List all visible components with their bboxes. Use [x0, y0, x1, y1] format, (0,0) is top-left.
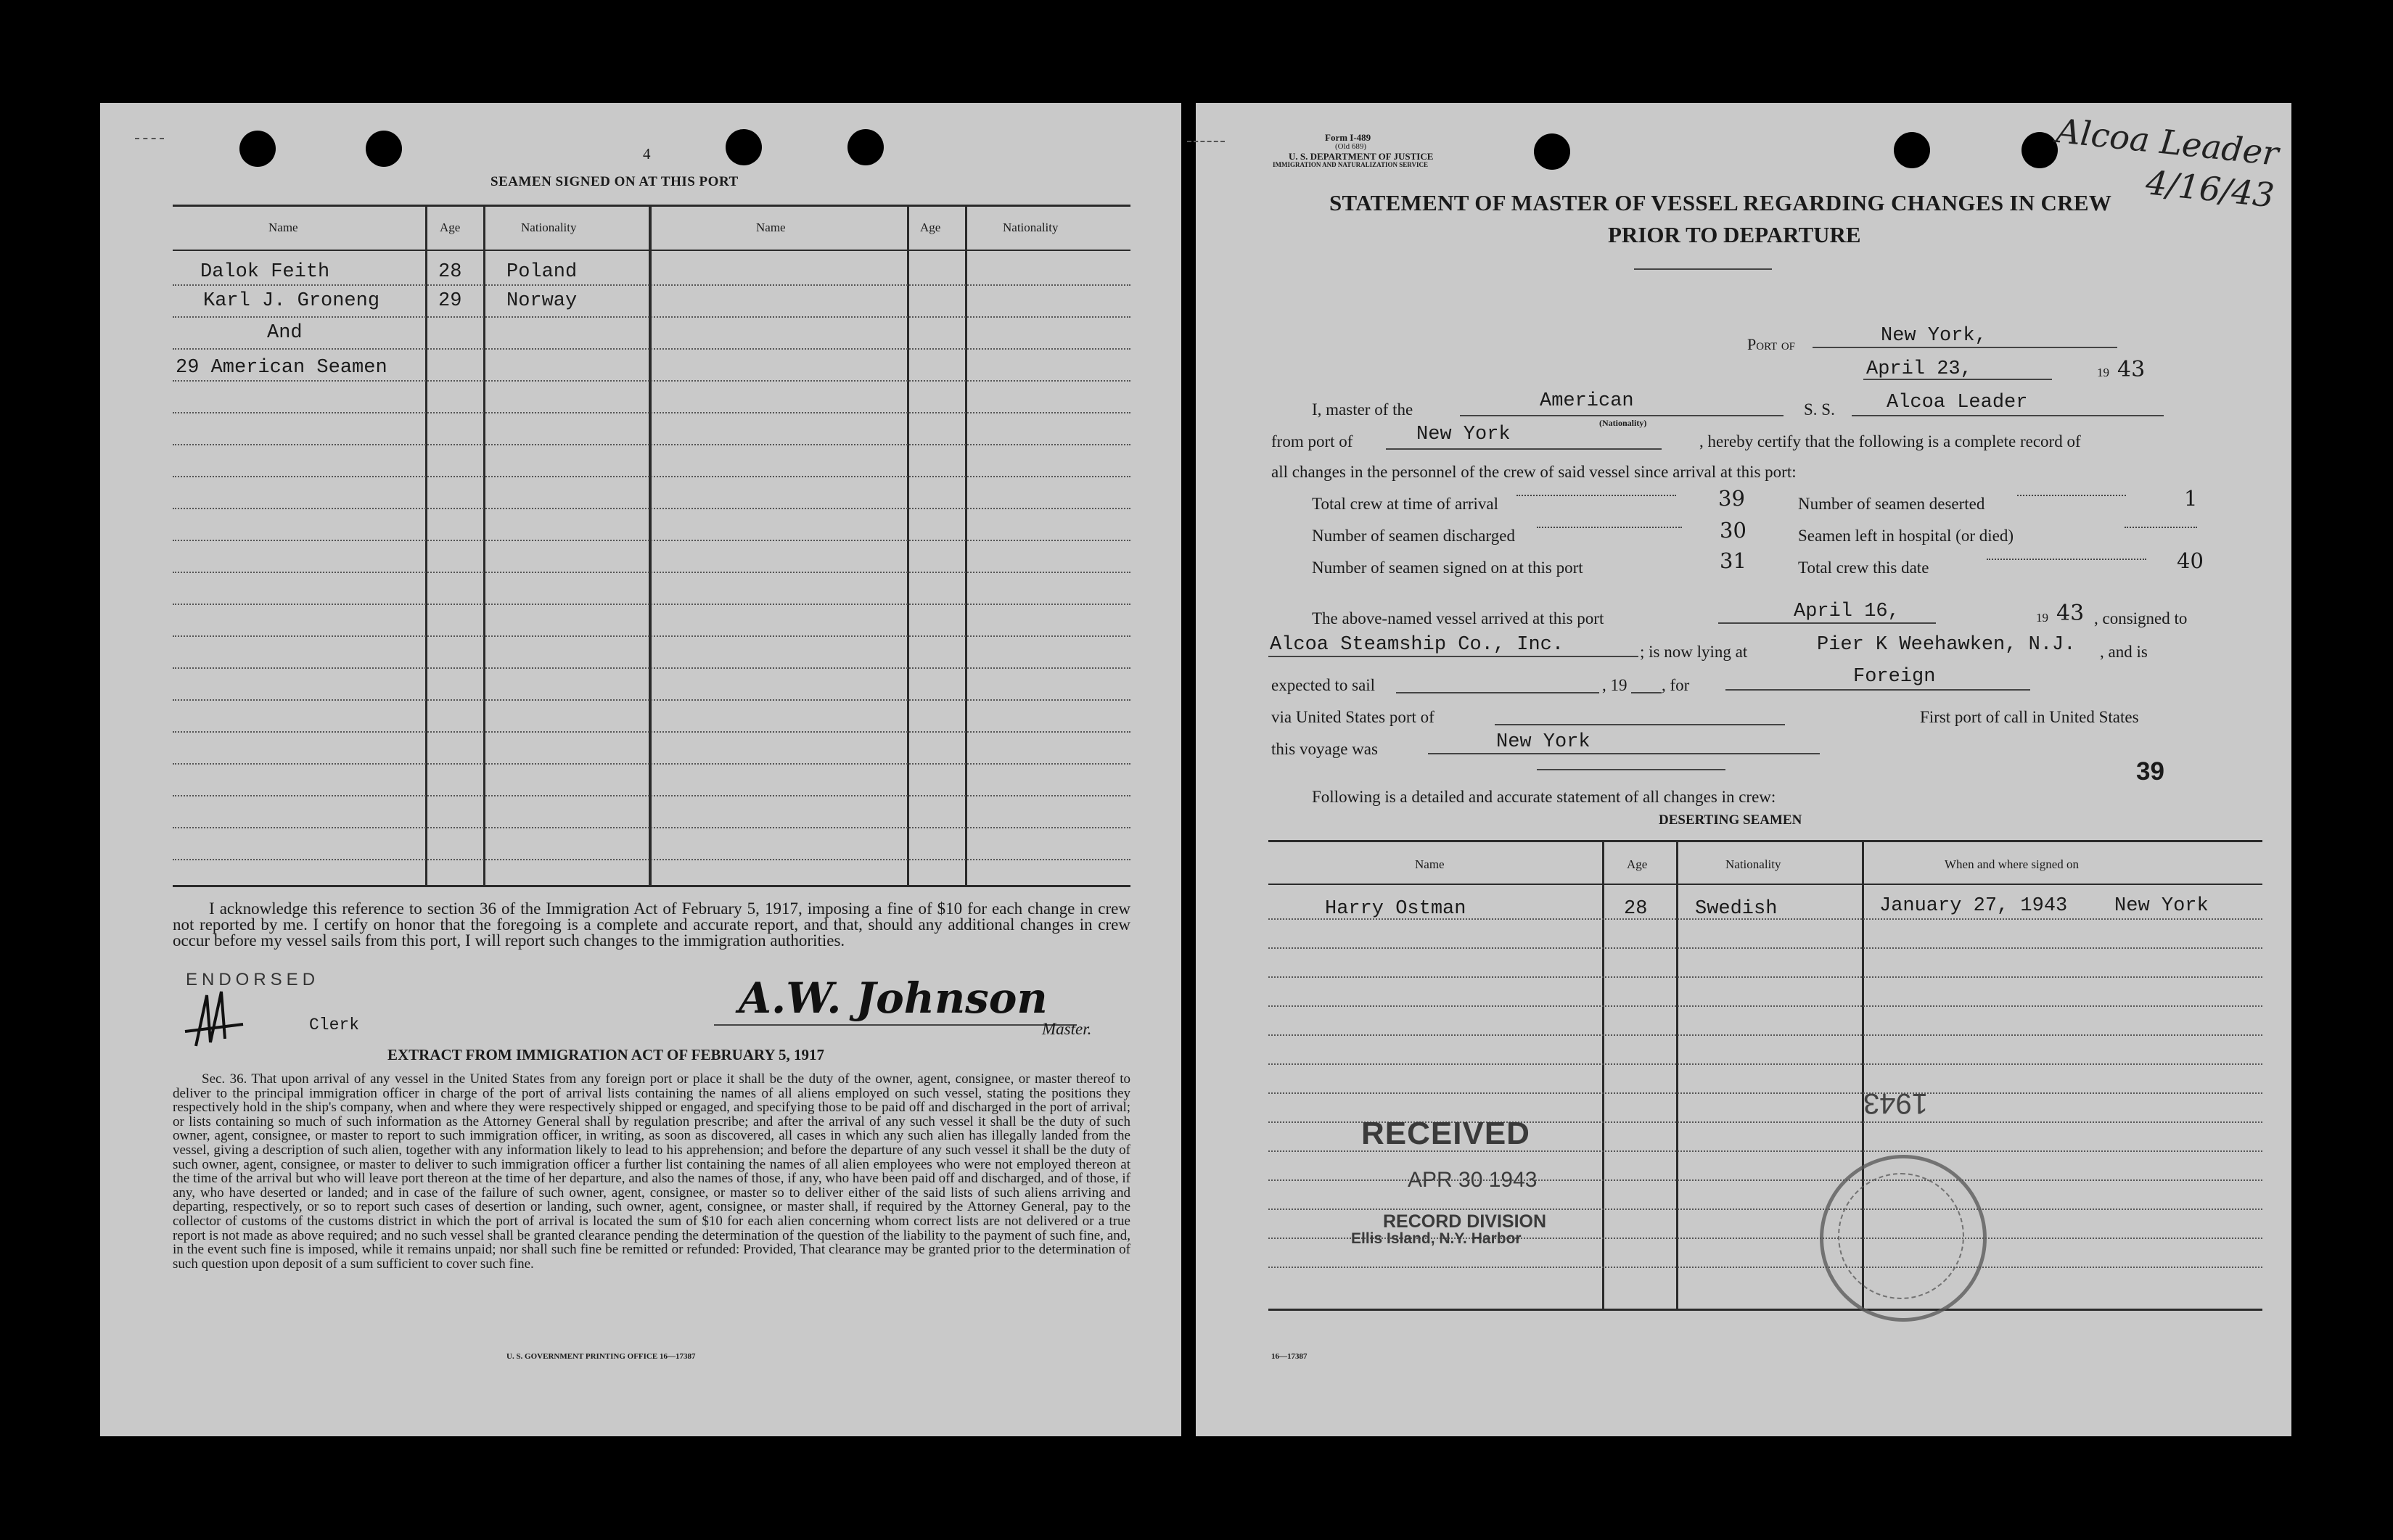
- row-4-name: 29 American Seamen: [176, 357, 387, 379]
- from-port-label: from port of: [1271, 432, 1353, 450]
- received-stamp-location: Ellis Island, N.Y. Harbor: [1351, 1230, 1522, 1247]
- des-col-signed-on: When and where signed on: [1945, 857, 2080, 871]
- nationality-caption: (Nationality): [1599, 418, 1647, 428]
- signed-on-label: Number of seamen signed on at this port: [1312, 559, 1583, 577]
- first-port-label: First port of call in United States: [1920, 708, 2139, 726]
- extract-text: Sec. 36. That upon arrival of any vessel in the United States from any foreign port or place it shall be the duty of the owner, agent, consignee, or master thereof to deliver to the principal immigration officer in charge of the port of arrival lists containing the names of all aliens employed on such vessel, stating the positions they respectively hold in the ship's company, when and where they were respectively shipped or engaged, and specifying those to be paid off and discharged in the port of arrival; or lists containing so much of such information as the Attorney General shall by regulation prescribe; and after the arrival of any such vessel it shall be the duty of such owner, agent, consignee, or master to report to such immigration officer, in writing, as soon as discovered, all cases in which any such alien has illegally landed from the vessel, giving a description of such alien, together with any information likely to lead to his apprehension; and before the departure of any such vessel it shall be the duty of such owner, agent, consignee, or master to deliver to such immigration officer a further list containing the names of all alien employees who were not employed thereon at the time of the arrival but who will leave port thereon at the time of her departure, and also the names of those, if any, who have been paid off and discharged, and of those, if any, who have deserted or landed; and in case of the failure of such owner, agent, consignee, or master so to deliver either of the said lists of such aliens arriving and departing, respectively, or so to report such cases of desertion or landing, such owner, agent, consignee, or master shall, if required by the Attorney General, pay to the collector of customs of the customs district in which the port of arrival is located the sum of $10 for each alien concerning whom correct lists are not delivered or a true report is not made as above required; and no such vessel shall be granted clearance pending the determination of the question of the liability to the payment of such fine, and, in the event such fine is imposed, while it remains unpaid; nor shall such fine be remitted or refunded: Provided, That clearance may be granted prior to the determination of such question upon deposit of a sum sufficient to cover such fine.: [173, 1071, 1130, 1272]
- consignee: Alcoa Steamship Co., Inc.: [1270, 634, 1564, 656]
- from-port-value: New York: [1416, 424, 1511, 445]
- deserter-signed-on: January 27, 1943 New York: [1879, 895, 2209, 917]
- punch-hole: [726, 129, 762, 165]
- arrived-date: April 16,: [1794, 601, 1900, 622]
- following-label: Following is a detailed and accurate statement of all changes in crew:: [1312, 788, 1776, 806]
- col-header-age-2: Age: [920, 221, 941, 234]
- des-col-age: Age: [1627, 857, 1648, 871]
- deserted-value: 1: [2184, 486, 2198, 511]
- row-3-name: And: [267, 322, 303, 344]
- total-crew-arrival-value: 39: [1718, 486, 1745, 511]
- master-signature: A.W. Johnson: [739, 973, 1048, 1023]
- punch-hole: [847, 129, 884, 165]
- total-crew-arrival-label: Total crew at time of arrival: [1312, 495, 1499, 513]
- form-title-line2: PRIOR TO DEPARTURE: [1608, 222, 1861, 247]
- year-value: 43: [2117, 357, 2146, 382]
- discharged-value: 30: [1720, 518, 1746, 543]
- handwritten-corner-note: Alcoa Leader 4/16/43: [2054, 111, 2281, 215]
- via-label: via United States port of: [1271, 708, 1434, 726]
- arrived-year: 43: [2056, 601, 2085, 626]
- destination: Foreign: [1853, 666, 1936, 688]
- printer-line: U. S. GOVERNMENT PRINTING OFFICE 16—17387: [506, 1352, 696, 1361]
- total-crew-date-label: Total crew this date: [1798, 559, 1929, 577]
- dash-mark: [1187, 141, 1225, 142]
- punch-hole: [239, 131, 276, 167]
- page-title: SEAMEN SIGNED ON AT THIS PORT: [490, 174, 739, 189]
- extract-title: EXTRACT FROM IMMIGRATION ACT OF FEBRUARY 5, 1917: [387, 1046, 825, 1063]
- row-1-age: 28: [438, 261, 462, 283]
- form-title-line1: STATEMENT OF MASTER OF VESSEL REGARDING CHANGES IN CREW: [1329, 190, 2112, 215]
- page-number: 4: [643, 145, 651, 162]
- master-of-label: I, master of the: [1312, 400, 1413, 419]
- deserting-title: DESERTING SEAMEN: [1659, 812, 1802, 828]
- expected-year-prefix: , 19: [1602, 676, 1628, 694]
- round-stamp-year: 1943: [1863, 1087, 1928, 1119]
- port-value: New York,: [1881, 325, 1987, 347]
- number-39: 39: [2136, 757, 2164, 786]
- footer-code: 16—17387: [1271, 1352, 1308, 1361]
- arrived-year-prefix: 19: [2036, 611, 2048, 625]
- deserter-name: Harry Ostman: [1325, 898, 1466, 920]
- arrived-label: The above-named vessel arrived at this port: [1312, 609, 1604, 627]
- col-header-nationality: Nationality: [521, 221, 577, 234]
- port-label: Port of: [1747, 335, 1796, 353]
- endorsed-stamp: ENDORSED: [186, 970, 320, 989]
- total-crew-date-value: 40: [2177, 548, 2204, 573]
- punch-hole: [366, 131, 402, 167]
- col-header-name-2: Name: [756, 221, 786, 234]
- deserter-nationality: Swedish: [1695, 898, 1778, 920]
- signed-on-value: 31: [1720, 548, 1746, 573]
- certify-text: , hereby certify that the following is a complete record of: [1699, 432, 2081, 450]
- form-number: Form I-489: [1325, 132, 1371, 143]
- left-page: [100, 103, 1181, 1436]
- master-label: Master.: [1042, 1020, 1092, 1038]
- received-stamp-date: APR 30 1943: [1408, 1168, 1538, 1192]
- form-old: (Old 689): [1335, 142, 1367, 151]
- department: U. S. DEPARTMENT OF JUSTICE: [1289, 151, 1434, 162]
- row-2-age: 29: [438, 290, 462, 312]
- acknowledgement-text: I acknowledge this reference to section 36 of the Immigration Act of February 5, 1917, imposing a fine of $10 for each change in crew not reported by me. I certify on honor that the foregoing is a complete and accurate report, and that, should any additional changes in crew occur before my vessel sails from this port, I will report such changes to the immigration authorities.: [173, 899, 1130, 950]
- service: IMMIGRATION AND NATURALIZATION SERVICE: [1273, 161, 1428, 168]
- nationality-value: American: [1540, 390, 1634, 412]
- for-label: , for: [1662, 676, 1690, 694]
- col-header-nationality-2: Nationality: [1003, 221, 1059, 234]
- row-1-name: Dalok Feith: [200, 261, 330, 283]
- received-stamp-division: RECORD DIVISION: [1383, 1211, 1547, 1232]
- ss-label: S. S.: [1804, 400, 1835, 419]
- punch-hole: [1894, 132, 1930, 168]
- voyage-label: this voyage was: [1271, 740, 1378, 758]
- des-col-nationality: Nationality: [1725, 857, 1781, 871]
- received-stamp-title: RECEIVED: [1361, 1116, 1530, 1151]
- round-postal-stamp: [1820, 1155, 1987, 1322]
- col-header-age: Age: [440, 221, 461, 234]
- expected-label: expected to sail: [1271, 676, 1376, 694]
- voyage-value: New York: [1496, 731, 1590, 753]
- dash-mark: [135, 138, 164, 139]
- lying-label: ; is now lying at: [1640, 643, 1748, 661]
- hospital-label: Seamen left in hospital (or died): [1798, 527, 2014, 545]
- des-col-name: Name: [1415, 857, 1445, 871]
- clerk-initials-signature: [181, 981, 247, 1053]
- discharged-label: Number of seamen discharged: [1312, 527, 1515, 545]
- year-prefix: 19: [2097, 366, 2109, 379]
- lying-at: Pier K Weehawken, N.J.: [1817, 634, 2076, 656]
- col-header-name: Name: [268, 221, 298, 234]
- clerk-label: Clerk: [309, 1016, 360, 1034]
- row-2-name: Karl J. Groneng: [203, 290, 380, 312]
- row-1-nationality: Poland: [506, 261, 578, 283]
- certify-text-2: all changes in the personnel of the crew of said vessel since arrival at this port:: [1271, 463, 1797, 481]
- consigned-label: , consigned to: [2094, 609, 2188, 627]
- deserted-label: Number of seamen deserted: [1798, 495, 1985, 513]
- deserter-age: 28: [1624, 898, 1648, 920]
- ship-name: Alcoa Leader: [1887, 392, 2028, 413]
- punch-hole: [1534, 133, 1570, 170]
- and-is-label: , and is: [2100, 643, 2148, 661]
- date-value: April 23,: [1866, 358, 1972, 380]
- right-page: [1196, 103, 2291, 1436]
- row-2-nationality: Norway: [506, 290, 578, 312]
